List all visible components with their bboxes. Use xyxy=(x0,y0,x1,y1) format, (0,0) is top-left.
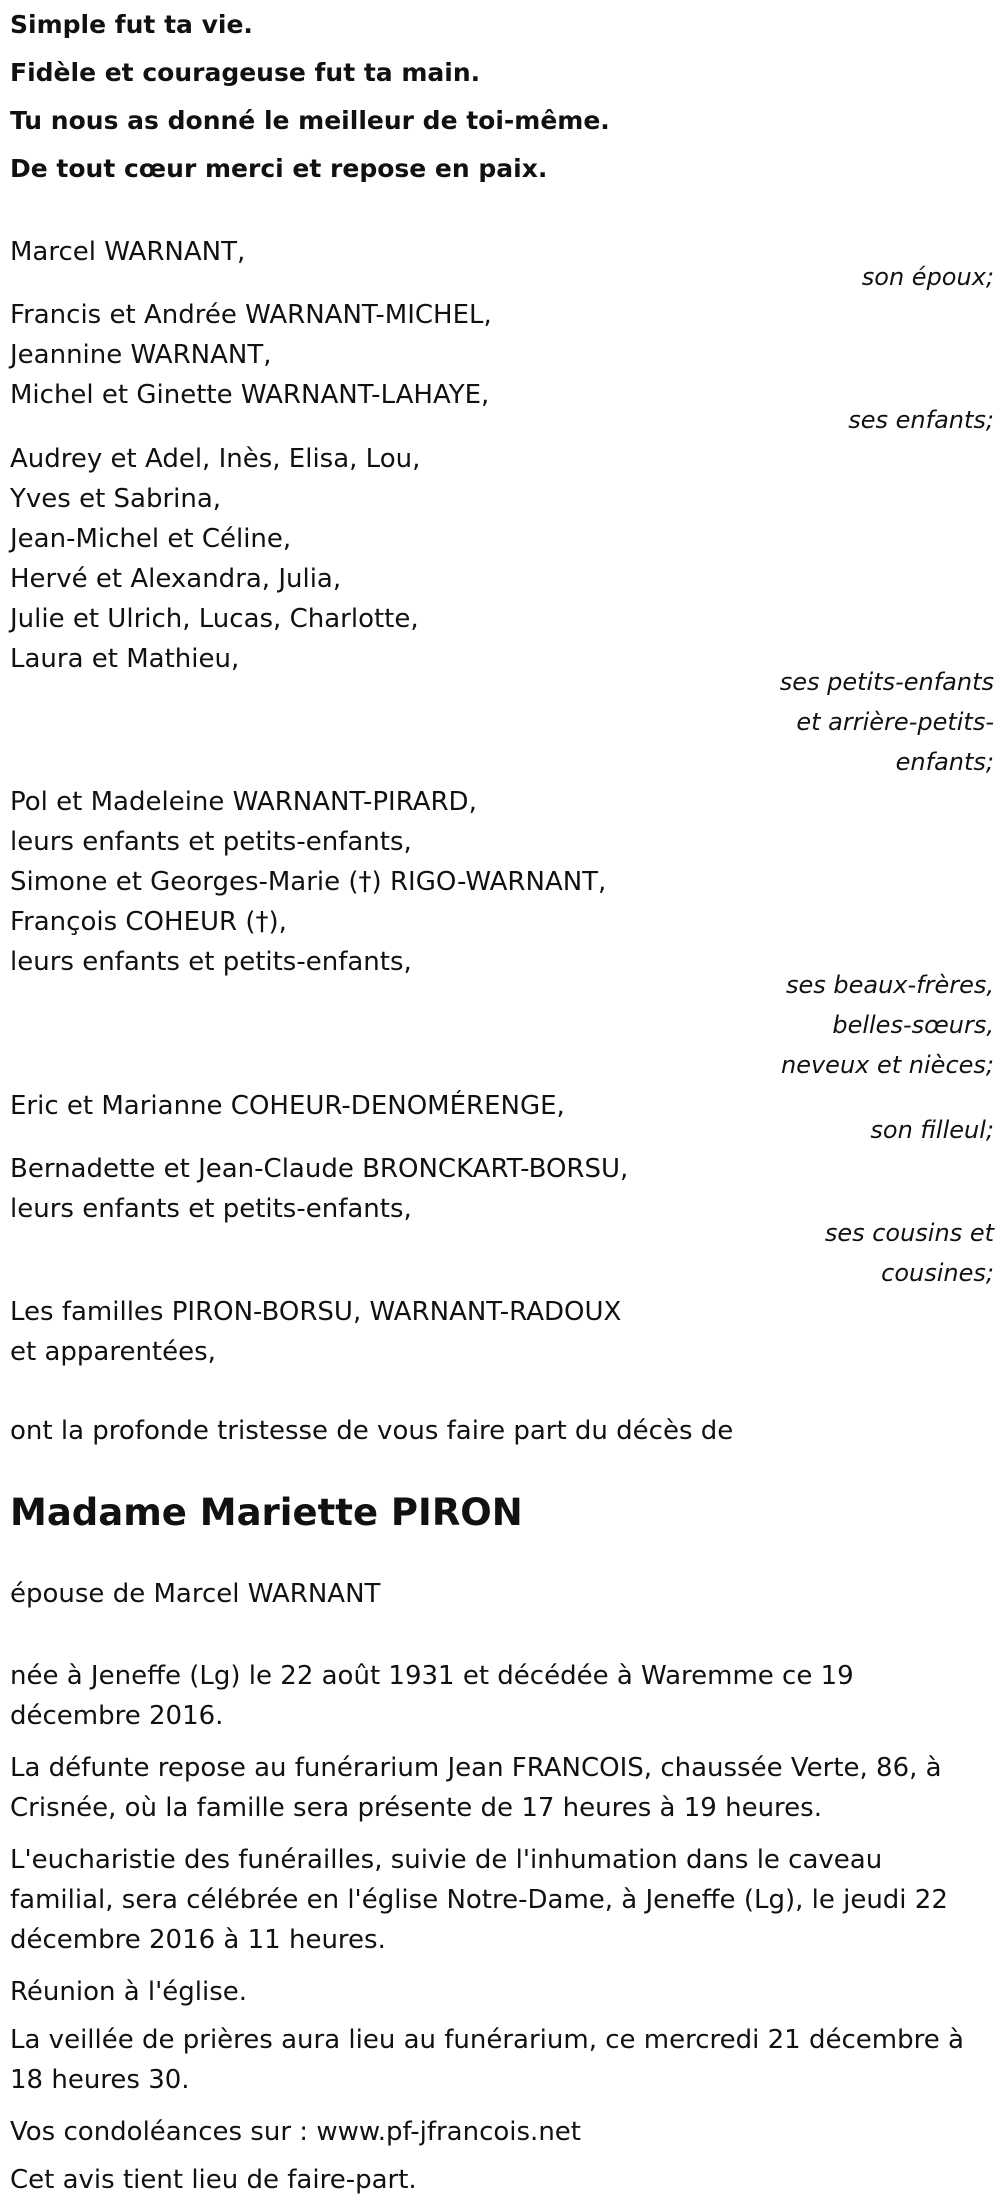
funerarium-paragraph: La défunte repose au funérarium Jean FRANCOIS, chaussée Verte, 86, à Crisnée, où la famille sera présente de 17 heures à 19 heures. xyxy=(10,1753,942,1823)
birth-death-paragraph: née à Jeneffe (Lg) le 22 août 1931 et décédée à Waremme ce 19 décembre 2016. xyxy=(10,1661,854,1731)
family-name-line: Jeannine WARNANT, xyxy=(10,340,272,370)
family-name-line: leurs enfants et petits-enfants, xyxy=(10,947,412,977)
relationship-label: belles-sœurs, xyxy=(832,1011,994,1039)
verse-line: Simple fut ta vie. xyxy=(10,10,253,39)
family-name-line: et apparentées, xyxy=(10,1337,216,1367)
condolences-line: Vos condoléances sur : www.pf-jfrancois.net xyxy=(10,2117,581,2147)
family-name-line: Yves et Sabrina, xyxy=(10,484,222,514)
relationship-label: son époux; xyxy=(861,263,994,291)
family-name-line: Marcel WARNANT, xyxy=(10,237,246,267)
announcement-text: ont la profonde tristesse de vous faire part du décès de xyxy=(10,1416,734,1446)
family-name-line: leurs enfants et petits-enfants, xyxy=(10,1194,412,1224)
vigil-paragraph: La veillée de prières aura lieu au funérarium, ce mercredi 21 décembre à 18 heures 30. xyxy=(10,2025,964,2095)
relationship-label: enfants; xyxy=(895,748,994,776)
family-name-line: Michel et Ginette WARNANT-LAHAYE, xyxy=(10,380,490,410)
relationship-label: neveux et nièces; xyxy=(781,1051,994,1079)
verse-line: Tu nous as donné le meilleur de toi-même. xyxy=(10,106,610,135)
family-name-line: Julie et Ulrich, Lucas, Charlotte, xyxy=(10,604,419,634)
family-name-line: Laura et Mathieu, xyxy=(10,644,240,674)
verse-line: Fidèle et courageuse fut ta main. xyxy=(10,58,481,87)
relationship-label: ses beaux-frères, xyxy=(785,971,994,999)
relationship-label: et arrière-petits- xyxy=(796,708,994,736)
relationship-label: cousines; xyxy=(881,1259,994,1287)
family-name-line: leurs enfants et petits-enfants, xyxy=(10,827,412,857)
family-name-line: Simone et Georges-Marie (†) RIGO-WARNANT, xyxy=(10,867,607,897)
reunion-line: Réunion à l'église. xyxy=(10,1977,248,2007)
spouse-line: épouse de Marcel WARNANT xyxy=(10,1579,381,1609)
family-name-line: Les familles PIRON-BORSU, WARNANT-RADOUX xyxy=(10,1297,622,1327)
verse-line: De tout cœur merci et repose en paix. xyxy=(10,154,548,183)
family-name-line: Francis et Andrée WARNANT-MICHEL, xyxy=(10,300,492,330)
relationship-label: son filleul; xyxy=(870,1116,994,1144)
deceased-name: Madame Mariette PIRON xyxy=(10,1491,523,1534)
family-name-line: Bernadette et Jean-Claude BRONCKART-BORSU, xyxy=(10,1154,629,1184)
relationship-label: ses petits-enfants xyxy=(779,668,994,696)
family-name-line: Jean-Michel et Céline, xyxy=(10,524,292,554)
family-name-line: Audrey et Adel, Inès, Elisa, Lou, xyxy=(10,444,421,474)
relationship-label: ses cousins et xyxy=(824,1219,994,1247)
family-name-line: Eric et Marianne COHEUR-DENOMÉRENGE, xyxy=(10,1091,565,1121)
family-name-line: Hervé et Alexandra, Julia, xyxy=(10,564,342,594)
closing-line: Cet avis tient lieu de faire-part. xyxy=(10,2165,417,2195)
family-name-line: François COHEUR (†), xyxy=(10,907,287,937)
relationship-label: ses enfants; xyxy=(848,406,994,434)
family-name-line: Pol et Madeleine WARNANT-PIRARD, xyxy=(10,787,477,817)
funeral-paragraph: L'eucharistie des funérailles, suivie de l'inhumation dans le caveau familial, sera célébrée en l'église Notre-Dame, à Jeneffe (Lg), le jeudi 22 décembre 2016 à 11 heures. xyxy=(10,1845,948,1955)
